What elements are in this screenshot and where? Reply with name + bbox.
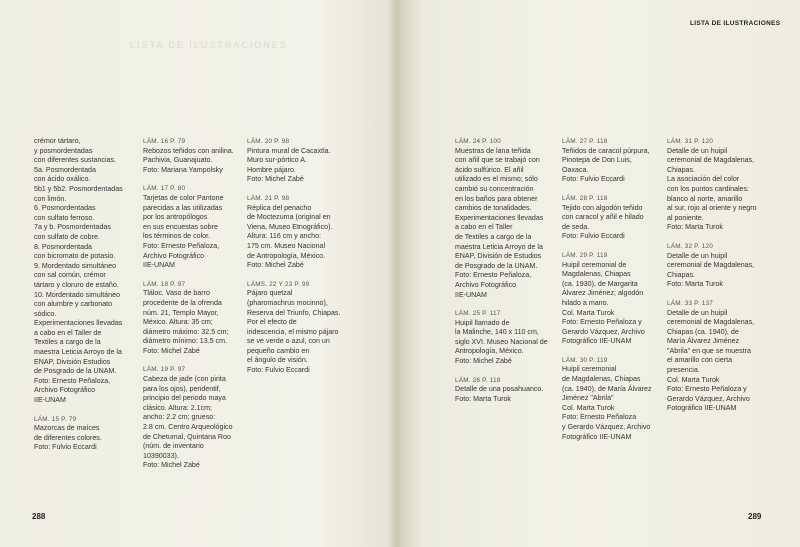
show-through-heading: LISTA DE ILUSTRACIONES [130,40,288,50]
plate-reference: LÁMS. 22 Y 23 P. 99 [247,280,310,288]
caption-text: Pájaro quetzal (pharomachrus mocinno), Reserva del Triunfo, Chiapas. Por el efecto de iridescencia, el mismo pájaro se ve verde o azul, con un pequeño cambio en el ángulo de visión. Foto: Fulvio Eccardi [247,289,341,375]
page-number-right: 289 [748,512,762,521]
plate-reference: LÁM. 27 P. 118 [562,138,608,145]
caption-entry [34,415,138,453]
caption-entry [562,356,668,442]
plate-reference: LÁM. 28 P. 118 [562,194,608,202]
caption-entry [143,184,247,270]
plate-reference: LÁM. 15 P. 79 [34,415,77,423]
caption-text: Muestras de lana teñida con añil que se trabajó con ácido sulfúrico. El añil utilizado es el mismo; sólo cambió su concentración en los baños para obtener cambios de tonalidades. Experimentaciones llevadas a cabo en el Taller de Textiles a cargo de la maestra Leticia Arroyo de la ENAP, División de Estudios de Posgrado de la UNAM. Foto: Ernesto Peñaloza, Archivo Fotográfico IIE-UNAM [455,146,544,299]
plate-reference: LÁM. 29 P. 119 [562,251,608,259]
caption-entry [247,137,362,185]
caption-text: Rebozos teñidos con anilina. Pachivia, Guanajuato. Foto: Mariana Yampolsky [143,146,234,174]
caption-entry [455,137,559,300]
plate-reference: LÁM. 17 P. 80 [143,185,186,193]
plate-reference: LÁM. 20 P. 98 [247,138,290,145]
caption-column-1 [34,137,138,462]
caption-text: Detalle de una posahuanco. Foto: Marta Turok [455,385,544,403]
caption-column-6 [667,137,777,423]
plate-reference: LÁM. 19 P. 97 [143,366,186,374]
caption-text: Detalle de un huipil ceremonial de Magdalenas, Chiapas (ca. 1940), de María Álvarez Jiménez "Abrila" en que se muestra el amarillo con cierta presencia. Col. Marta Turok Foto: Ernesto Peñaloza y Gerardo Vázquez, Archivo Fotográfico IIE-UNAM [667,308,755,413]
caption-entry [455,309,559,367]
caption-text: Huipil ceremonial de Magdalenas, Chiapas (ca. 1930), de Margarita Álvarez Jiménez; algodón hilado a mano. Col. Marta Turok Foto: Ernesto Peñaloza y Gerardo Vázquez, Archivo Fotográfico IIE-UNAM [562,260,645,346]
caption-entry [667,242,777,290]
plate-reference: LÁM. 21 P. 98 [247,194,290,202]
caption-entry [143,137,247,175]
caption-text: Huipil llamado de la Malinche, 140 x 110 cm, siglo XVI. Museo Nacional de Antropología, México. Foto: Michel Zabé [455,318,548,366]
caption-entry [143,280,247,357]
caption-entry [455,376,559,405]
plate-reference: LÁM. 32 P. 120 [667,242,714,250]
caption-text: Teñidos de caracol púrpura, Pinotepa de Don Luis, Oaxaca. Foto: Fulvio Eccardi [562,146,650,184]
caption-column-4 [455,137,559,413]
caption-text: Mazorcas de maíces de diferentes colores. Foto: Fulvio Eccardi [34,424,102,452]
plate-reference: LÁM. 18 P. 97 [143,280,186,288]
caption-text: Detalle de un huipil ceremonial de Magdalenas, Chiapas. Foto: Marta Turok [667,251,755,289]
caption-column-5 [562,137,668,451]
caption-entry [247,280,362,376]
caption-entry [143,365,247,471]
caption-text: Huipil ceremonial de Magdalenas, Chiapas (ca. 1940), de María Álvarez Jiménez "Abrila" Col. Marta Turok Foto: Ernesto Peñaloza y Gerardo Vázquez, Archivo Fotográfico IIE-UNAM [562,365,652,441]
caption-column-2 [143,137,247,480]
caption-entry [562,194,668,242]
plate-reference: LÁM. 24 P. 100 [455,138,502,145]
caption-text: Tejido con algodón teñido con caracol y añil e hilado de seda. Foto: Fulvio Eccardi [562,203,644,241]
plate-reference: LÁM. 33 P. 137 [667,299,714,307]
plate-reference: LÁM. 30 P. 119 [562,356,608,364]
plate-reference: LÁM. 16 P. 79 [143,138,186,145]
running-head: LISTA DE ILUSTRACIONES [690,20,781,27]
caption-text: crémor tártaro, y posmordentadas con diferentes sustancias. 5a. Posmordentada con ácido oxálico. 5b1 y 5b2. Posmordentadas con limón. 6. Posmordentadas con sulfato ferroso. 7a y b. Posmordentadas con sulfato de cobre. 8. Posmordentada con bicromato de potasio. 9. Mordentado simultáneo con sal común, crémor tártaro y cloruro de estaño. 10. Mordentado simultáneo con alumbre y carbonato sódico. Experimentaciones llevadas a cabo en el Taller de Textiles a cargo de la maestra Leticia Arroyo de la ENAP, División Estudios de Posgrado de la UNAM. Foto: Ernesto Peñaloza, Archivo Fotográfico IIE-UNAM [34,137,123,405]
caption-text: Tarjetas de color Pantone parecidas a las utilizadas por los antropólogos en sus encuestas sobre los términos de color. Foto: Ernesto Peñaloza, Archivo Fotográfico IIE-UNAM [143,193,224,270]
caption-entry [247,194,362,271]
caption-text: Réplica del penacho de Moctezuma (original en Viena, Museo Etnográfico). Altura: 116 cm y ancho: 175 cm. Museo Nacional de Antropología, México. Foto: Michel Zabé [247,203,333,270]
plate-reference: LÁM. 25 P. 117 [455,310,501,318]
caption-entry [667,299,777,414]
page-number-left: 288 [32,512,46,521]
caption-entry [562,137,668,185]
caption-text: Cabeza de jade (con pirita para los ojos), pendentif, principio del periodo maya clásico. Altura: 2.1cm; ancho: 2.2 cm; grueso: 2.8 cm. Centro Arqueológico de Chetumal, Quintana Roo (núm. de inventario 10390033). Foto: Michel Zabé [143,375,233,470]
plate-reference: LÁM. 26 P. 118 [455,376,501,384]
caption-text: Detalle de un huipil ceremonial de Magdalenas, Chiapas. La asociación del color con los puntos cardinales: blanco al norte, amarillo al sur, rojo al oriente y negro al poniente. Foto: Marta Turok [667,146,757,232]
caption-text: Pintura mural de Cacaxtla. Muro sur-pórtico A. Hombre pájaro. Foto: Michel Zabé [247,146,331,184]
caption-column-3 [247,137,362,385]
caption-text: Tláloc. Vaso de barro procedente de la ofrenda núm. 21, Templo Mayor, México. Altura: 35 cm; diámetro máximo: 32.5 cm; diámetro mínimo: 13.5 cm. Foto: Michel Zabé [143,289,229,355]
caption-entry [34,137,138,406]
plate-reference: LÁM. 31 P. 120 [667,138,714,145]
caption-entry [562,251,668,347]
caption-entry [667,137,777,233]
